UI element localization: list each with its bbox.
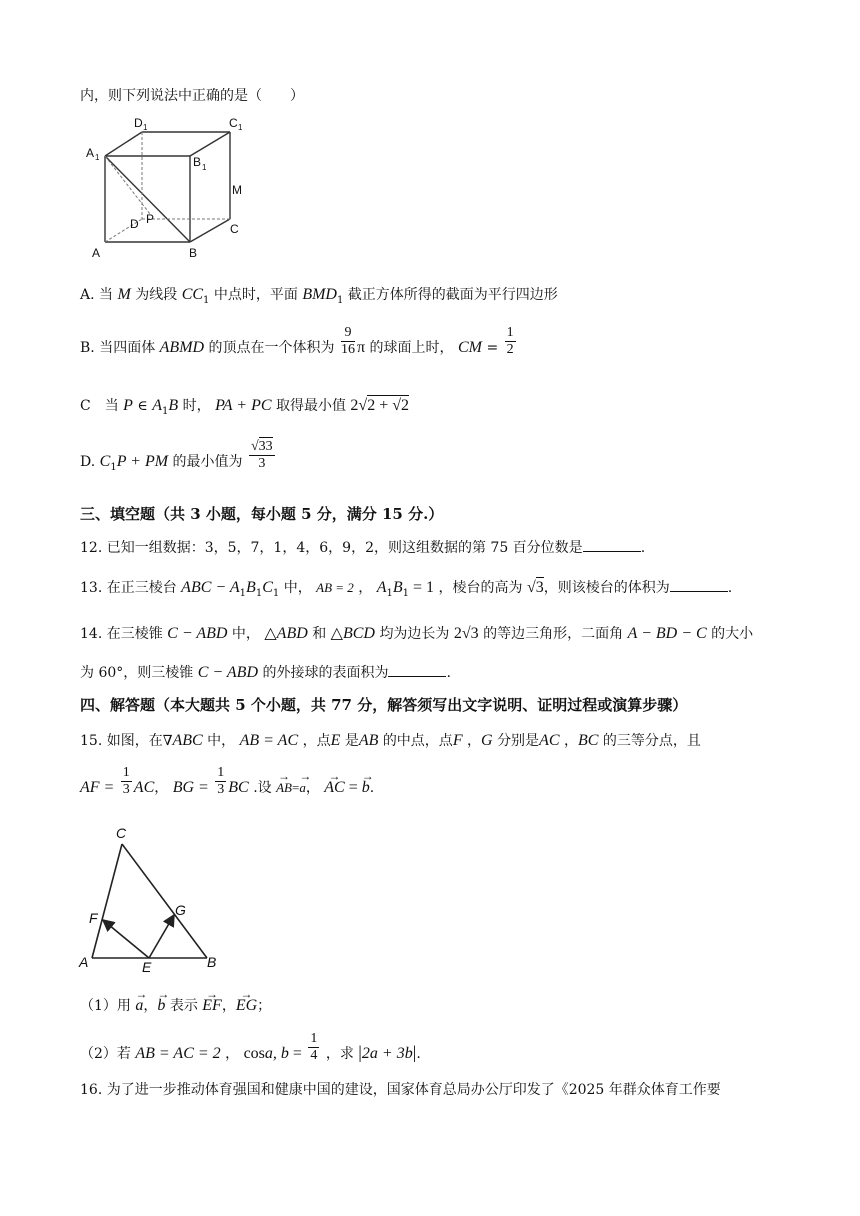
label-B1-sub: 1 (202, 163, 207, 172)
label-A1: A (86, 146, 95, 160)
tri-label-B: B (207, 954, 217, 970)
label-C1-sub: 1 (238, 123, 243, 132)
label-B1: B (193, 155, 202, 169)
section-3-heading: 三、填空题（共 3 小题，每小题 5 分，满分 15 分.） (80, 505, 444, 523)
label-M: M (232, 183, 242, 197)
label-D1: D (134, 116, 143, 130)
option-a: A. 当 M 为线段 $CC_1$ 中点时，平面 $BMD_1$ 截正方体所得的截面为平行四边形 (80, 286, 558, 306)
tri-label-E: E (142, 959, 152, 972)
question-15-line2: AF = $\frac{1}{3}$ AC， BG = $\frac{1}{3}$ BC .设 → AB=→ a， → AC = → b. (80, 778, 374, 798)
cube-figure (84, 114, 254, 264)
question-14-line2: 为 60°，则三棱锥 C − ABD 的外接球的表面积为 . (80, 664, 451, 681)
label-C: C (230, 222, 239, 236)
tri-label-C: C (116, 825, 127, 841)
tri-label-G: G (175, 902, 186, 918)
section-4-heading: 四、解答题（本大题共 5 个小题，共 77 分，解答须写出文字说明、证明过程或演算步骤） (80, 696, 688, 714)
question-15: 15. 如图，在∇ABC 中， AB = AC ，点E 是AB 的中点，点F ，G 分别是AC ，BC 的三等分点，且 (80, 732, 701, 749)
question-15-part2: （2）若 AB = AC = 2 ， cosa, b = $\frac{1}{4}$ ，求 |2a + 3b|. (80, 1030, 421, 1063)
option-c: C 当 P ∈ $A_1B$ 时， PA + PC 取得最小值 2√2 + √2 (80, 397, 410, 417)
option-d: D. $C_1P$ + PM 的最小值为 $\frac{√33}{3}$ (80, 438, 273, 473)
label-A: A (92, 246, 101, 260)
triangle-figure (76, 822, 246, 972)
question-13: 13. 在正三棱台 ABC − $A_1B_1C_1$ 中， AB = 2 ， $A_1B_1 = 1$ ，棱台的高为 √3，则该棱台的体积为 . (80, 579, 733, 599)
label-P: P (146, 212, 155, 226)
min-value: 2√2 + √2 (350, 397, 410, 414)
tri-label-A: A (79, 954, 89, 970)
question-16: 16. 为了进一步推动体育强国和健康中国的建设，国家体育总局办公厅印发了《2025 年群众体育工作要 (80, 1082, 721, 1098)
label-A1-sub: 1 (95, 153, 100, 162)
intro-text: 内，则下列说法中正确的是（ ） (80, 88, 304, 104)
label-B: B (189, 246, 198, 260)
label-C1: C (229, 116, 238, 130)
label-D1-sub: 1 (143, 123, 148, 132)
option-b: B. 当四面体 ABMD 的顶点在一个体积为 $\frac{9}{16}$ π 的球面上时， CM = $\frac{1}{2}$ (80, 324, 514, 357)
question-14: 14. 在三棱锥 C − ABD 中， △ABD 和 △BCD 均为边长为 2√3 的等边三角形，二面角 A − BD − C 的大小 (80, 625, 754, 642)
question-15-part1: （1）用 → a，→ b 表示 → EF，→ EG； (80, 996, 271, 1016)
question-12: 12. 已知一组数据：3，5，7，1，4，6，9，2，则这组数据的第 75 百分位数是 . (80, 537, 645, 558)
tri-label-F: F (89, 910, 98, 926)
label-D: D (130, 217, 139, 231)
